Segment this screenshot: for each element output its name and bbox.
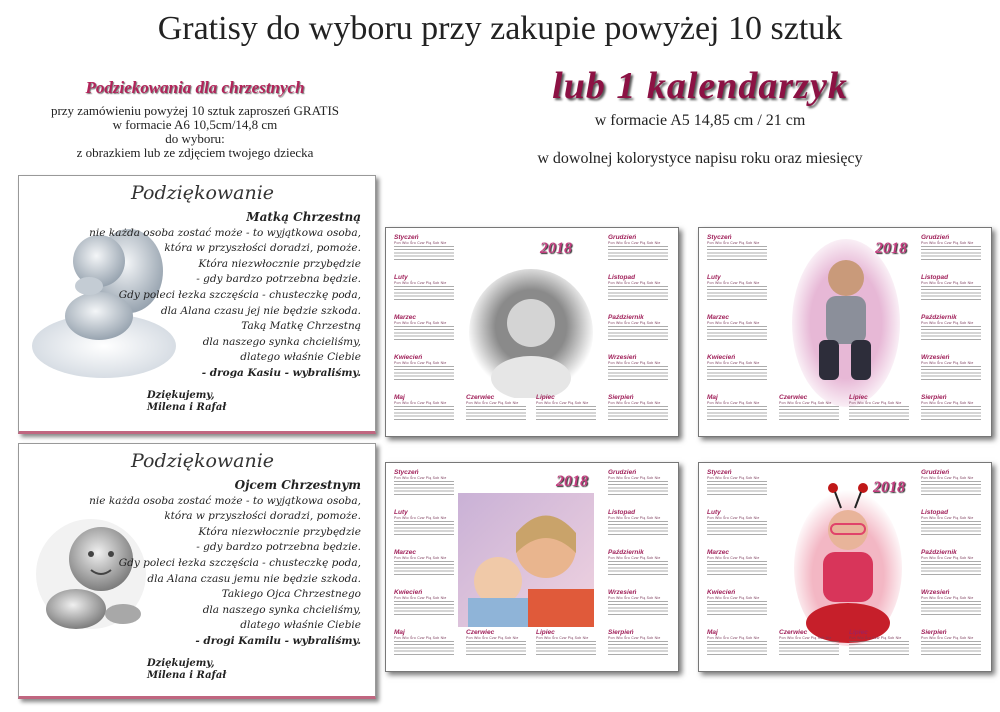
month-name: Marzec (707, 314, 730, 321)
color-note: w dowolnej kolorystyce napisu roku oraz miesięcy (537, 150, 863, 167)
intro-title: Podziekowania dla chrzestnych (85, 78, 305, 97)
day-grid (921, 561, 981, 577)
calendar-month (608, 234, 668, 262)
day-grid (394, 366, 454, 382)
calendar-month (707, 509, 767, 537)
day-grid (921, 286, 981, 302)
signature-line: Dziękujemy, (147, 658, 215, 669)
calendar-month (536, 394, 596, 422)
day-grid (394, 521, 454, 537)
month-name: Listopad (921, 274, 949, 281)
weekday-header: Pon Wto Śro Czw Pią Sob Nie (394, 596, 447, 600)
calendar-month (921, 589, 981, 617)
calendar-month (608, 394, 668, 422)
month-name: Marzec (394, 549, 417, 556)
calendar-month (394, 469, 454, 497)
weekday-header: Pon Wto Śro Czw Pią Sob Nie (921, 636, 974, 640)
intro-line: w formacie A6 10,5cm/14,8 cm (112, 117, 278, 132)
poem (89, 478, 361, 650)
intro-line: do wyboru: (165, 131, 225, 146)
weekday-header: Pon Wto Śro Czw Pią Sob Nie (608, 596, 661, 600)
month-name: Czerwiec (779, 394, 808, 401)
calendar-month (921, 314, 981, 342)
month-name: Wrzesień (608, 589, 637, 596)
weekday-header: Pon Wto Śro Czw Pią Sob Nie (608, 556, 661, 560)
day-grid (849, 641, 909, 657)
day-grid (608, 286, 668, 302)
day-grid (608, 406, 668, 422)
weekday-header: Pon Wto Śro Czw Pią Sob Nie (921, 556, 974, 560)
weekday-header: Pon Wto Śro Czw Pią Sob Nie (466, 636, 519, 640)
day-grid (921, 246, 981, 262)
calendar-month (394, 314, 454, 342)
signature (147, 658, 226, 682)
poem-line: Gdy poleci łezka szczęścia - chusteczkę poda, (118, 556, 361, 569)
day-grid (779, 406, 839, 422)
month-name: Maj (394, 629, 405, 636)
weekday-header: Pon Wto Śro Czw Pią Sob Nie (779, 401, 832, 405)
month-name: Grudzień (921, 234, 950, 241)
day-grid (608, 521, 668, 537)
day-grid (779, 641, 839, 657)
weekday-header: Pon Wto Śro Czw Pią Sob Nie (394, 241, 447, 245)
day-grid (608, 601, 668, 617)
calendar-month (608, 509, 668, 537)
calendar-month (779, 629, 839, 657)
day-grid (707, 326, 767, 342)
calendar-month (536, 629, 596, 657)
month-name: Lipiec (536, 629, 555, 636)
day-grid (394, 406, 454, 422)
day-grid (536, 641, 596, 657)
month-name: Czerwiec (466, 629, 495, 636)
month-name: Marzec (394, 314, 417, 321)
day-grid (608, 246, 668, 262)
poem-line: - gdy bardzo potrzebna będzie. (196, 273, 361, 286)
day-grid (921, 366, 981, 382)
calendar-month (779, 394, 839, 422)
day-grid (608, 561, 668, 577)
month-name: Lipiec (536, 394, 555, 401)
calendar-month (394, 274, 454, 302)
calendar-sample-grandma (385, 227, 679, 437)
calendar-month (707, 549, 767, 577)
intro-line: z obrazkiem lub ze zdjęciem twojego dziecka (76, 145, 314, 160)
calendar-month (394, 509, 454, 537)
day-grid (394, 561, 454, 577)
calendar-month (921, 354, 981, 382)
weekday-header: Pon Wto Śro Czw Pią Sob Nie (707, 516, 760, 520)
girl-photo (791, 238, 901, 408)
calendar-year: 2018 (540, 240, 572, 257)
month-name: Maj (394, 394, 405, 401)
weekday-header: Pon Wto Śro Czw Pią Sob Nie (394, 476, 447, 480)
calendar-month (394, 629, 454, 657)
calendar-month (921, 274, 981, 302)
month-name: Październik (921, 314, 957, 321)
day-grid (921, 406, 981, 422)
day-grid (921, 641, 981, 657)
month-name: Październik (608, 314, 644, 321)
calendar-month (707, 469, 767, 497)
day-grid (707, 601, 767, 617)
weekday-header: Pon Wto Śro Czw Pią Sob Nie (466, 401, 519, 405)
weekday-header: Pon Wto Śro Czw Pią Sob Nie (921, 241, 974, 245)
poem-line: która w przyszłości doradzi, pomoże. (164, 510, 361, 523)
poem-line: dlatego właśnie Ciebie (240, 619, 361, 632)
calendar-month (466, 629, 526, 657)
month-name: Luty (394, 509, 408, 516)
day-grid (707, 366, 767, 382)
month-name: Styczeń (707, 469, 732, 476)
poem-line: - droga Kasiu - wybraliśmy. (201, 366, 361, 379)
calendar-month (707, 314, 767, 342)
day-grid (394, 246, 454, 262)
month-name: Listopad (608, 509, 636, 516)
month-name: Sierpień (608, 629, 634, 636)
calendar-sample-siblings (385, 462, 679, 672)
signature-line: Dziękujemy, (147, 390, 215, 401)
month-name: Lipiec (849, 629, 868, 636)
weekday-header: Pon Wto Śro Czw Pią Sob Nie (608, 241, 661, 245)
weekday-header: Pon Wto Śro Czw Pią Sob Nie (608, 516, 661, 520)
calendar-month (394, 394, 454, 422)
calendar-month (707, 274, 767, 302)
month-name: Kwiecień (394, 354, 423, 361)
weekday-header: Pon Wto Śro Czw Pią Sob Nie (536, 636, 589, 640)
weekday-header: Pon Wto Śro Czw Pią Sob Nie (779, 636, 832, 640)
calendar-month (608, 549, 668, 577)
calendar-year: 2018 (875, 240, 907, 257)
day-grid (466, 406, 526, 422)
calendar-month (608, 629, 668, 657)
month-name: Lipiec (849, 394, 868, 401)
calendar-month (921, 629, 981, 657)
calendar-month (921, 234, 981, 262)
weekday-header: Pon Wto Śro Czw Pią Sob Nie (707, 361, 760, 365)
day-grid (608, 326, 668, 342)
poem-line: - gdy bardzo potrzebna będzie. (196, 541, 361, 554)
calendar-month (921, 394, 981, 422)
poem-line: Takiego Ojca Chrzestnego (221, 588, 361, 601)
day-grid (394, 641, 454, 657)
siblings-photo (458, 493, 594, 627)
weekday-header: Pon Wto Śro Czw Pią Sob Nie (608, 361, 661, 365)
day-grid (921, 481, 981, 497)
day-grid (394, 326, 454, 342)
month-name: Grudzień (608, 469, 637, 476)
poem (89, 210, 361, 382)
offer-title: lub 1 kalendarzyk (552, 65, 848, 107)
weekday-header: Pon Wto Śro Czw Pią Sob Nie (608, 636, 661, 640)
calendar-month (707, 394, 767, 422)
calendar-month (707, 234, 767, 262)
month-name: Kwiecień (394, 589, 423, 596)
month-name: Maj (707, 629, 718, 636)
calendar-month (394, 549, 454, 577)
day-grid (608, 641, 668, 657)
weekday-header: Pon Wto Śro Czw Pią Sob Nie (707, 281, 760, 285)
weekday-header: Pon Wto Śro Czw Pią Sob Nie (707, 556, 760, 560)
weekday-header: Pon Wto Śro Czw Pią Sob Nie (608, 401, 661, 405)
calendar-month (707, 354, 767, 382)
calendar-sample-girl (698, 227, 992, 437)
day-grid (921, 326, 981, 342)
poem-line: Taką Matkę Chrzestną (241, 320, 361, 333)
day-grid (707, 521, 767, 537)
weekday-header: Pon Wto Śro Czw Pią Sob Nie (849, 401, 902, 405)
weekday-header: Pon Wto Śro Czw Pią Sob Nie (608, 321, 661, 325)
month-name: Styczeń (394, 234, 419, 241)
poem-line: nie każda osoba zostać może - to wyjątkowa osoba, (89, 494, 361, 507)
weekday-header: Pon Wto Śro Czw Pią Sob Nie (849, 636, 902, 640)
weekday-header: Pon Wto Śro Czw Pią Sob Nie (921, 516, 974, 520)
card-title: Podziękowanie (131, 182, 275, 204)
calendar-month (849, 629, 909, 657)
weekday-header: Pon Wto Śro Czw Pią Sob Nie (707, 321, 760, 325)
month-name: Maj (707, 394, 718, 401)
weekday-header: Pon Wto Śro Czw Pią Sob Nie (707, 596, 760, 600)
poem-line: dla Alana czasu jej nie będzie szkoda. (160, 304, 361, 317)
calendar-month (608, 589, 668, 617)
calendar-month (608, 469, 668, 497)
poem-line: nie każda osoba zostać może - to wyjątkowa osoba, (89, 226, 361, 239)
signature-line: Milena i Rafał (147, 402, 227, 413)
poem-line: dla Alana czasu jemu nie będzie szkoda. (147, 572, 361, 585)
day-grid (394, 601, 454, 617)
calendar-sample-ladybug-girl (698, 462, 992, 672)
weekday-header: Pon Wto Śro Czw Pią Sob Nie (394, 321, 447, 325)
intro-line: przy zamówieniu powyżej 10 sztuk zaproszeń GRATIS (50, 103, 340, 118)
day-grid (849, 406, 909, 422)
format-note: w formacie A5 14,85 cm / 21 cm (594, 112, 806, 129)
month-name: Luty (707, 274, 721, 281)
poem-line: - drogi Kamilu - wybraliśmy. (195, 634, 361, 647)
weekday-header: Pon Wto Śro Czw Pią Sob Nie (394, 361, 447, 365)
day-grid (707, 286, 767, 302)
poem-line: Która niezwłocznie przybędzie (198, 525, 361, 538)
calendar-month (921, 549, 981, 577)
weekday-header: Pon Wto Śro Czw Pią Sob Nie (707, 401, 760, 405)
calendar-month (394, 234, 454, 262)
calendar-month (394, 589, 454, 617)
day-grid (707, 406, 767, 422)
month-name: Kwiecień (707, 589, 736, 596)
calendar-month (608, 354, 668, 382)
calendar-year: 2018 (556, 473, 588, 490)
calendar-month (921, 509, 981, 537)
month-name: Wrzesień (921, 354, 950, 361)
godparents-thanks-intro (20, 78, 370, 160)
poem-heading: Ojcem Chrzestnym (234, 478, 361, 492)
month-name: Sierpień (921, 394, 947, 401)
weekday-header: Pon Wto Śro Czw Pią Sob Nie (921, 476, 974, 480)
month-name: Czerwiec (466, 394, 495, 401)
month-name: Styczeń (394, 469, 419, 476)
poem-line: dla naszego synka chcieliśmy, (202, 335, 361, 348)
day-grid (394, 286, 454, 302)
weekday-header: Pon Wto Śro Czw Pią Sob Nie (608, 476, 661, 480)
month-name: Listopad (608, 274, 636, 281)
day-grid (707, 561, 767, 577)
grandma-photo (468, 268, 594, 398)
calendar-month (849, 394, 909, 422)
weekday-header: Pon Wto Śro Czw Pią Sob Nie (394, 281, 447, 285)
thanks-card-godmother (18, 175, 376, 434)
month-name: Kwiecień (707, 354, 736, 361)
weekday-header: Pon Wto Śro Czw Pią Sob Nie (921, 401, 974, 405)
day-grid (536, 406, 596, 422)
weekday-header: Pon Wto Śro Czw Pią Sob Nie (921, 596, 974, 600)
day-grid (608, 366, 668, 382)
weekday-header: Pon Wto Śro Czw Pią Sob Nie (921, 361, 974, 365)
weekday-header: Pon Wto Śro Czw Pią Sob Nie (394, 556, 447, 560)
poem-line: dlatego właśnie Ciebie (240, 351, 361, 364)
calendar-month (608, 274, 668, 302)
calendar-month (608, 314, 668, 342)
signature (147, 390, 226, 414)
calendar-year: 2018 (873, 479, 905, 496)
month-name: Październik (608, 549, 644, 556)
signature-line: Milena i Rafał (147, 670, 227, 681)
poem-line: Która niezwłocznie przybędzie (198, 257, 361, 270)
poem-line: która w przyszłości doradzi, pomoże. (164, 242, 361, 255)
card-title: Podziękowanie (131, 450, 275, 472)
weekday-header: Pon Wto Śro Czw Pią Sob Nie (608, 281, 661, 285)
month-name: Luty (707, 509, 721, 516)
month-name: Czerwiec (779, 629, 808, 636)
day-grid (394, 481, 454, 497)
calendar-month (394, 354, 454, 382)
day-grid (707, 481, 767, 497)
weekday-header: Pon Wto Śro Czw Pią Sob Nie (707, 636, 760, 640)
weekday-header: Pon Wto Śro Czw Pią Sob Nie (921, 281, 974, 285)
weekday-header: Pon Wto Śro Czw Pią Sob Nie (536, 401, 589, 405)
weekday-header: Pon Wto Śro Czw Pią Sob Nie (394, 636, 447, 640)
calendar-offer-intro (420, 64, 980, 168)
thanks-card-godfather (18, 443, 376, 699)
month-name: Wrzesień (608, 354, 637, 361)
month-name: Marzec (707, 549, 730, 556)
month-name: Luty (394, 274, 408, 281)
ladybug-girl-photo (793, 478, 903, 648)
month-name: Grudzień (921, 469, 950, 476)
month-name: Styczeń (707, 234, 732, 241)
weekday-header: Pon Wto Śro Czw Pią Sob Nie (707, 241, 760, 245)
weekday-header: Pon Wto Śro Czw Pią Sob Nie (921, 321, 974, 325)
page-headline: Gratisy do wyboru przy zakupie powyżej 10 sztuk (157, 10, 843, 47)
calendar-month (466, 394, 526, 422)
day-grid (921, 521, 981, 537)
poem-line: dla naszego synka chcieliśmy, (202, 603, 361, 616)
calendar-month (707, 629, 767, 657)
month-name: Sierpień (921, 629, 947, 636)
day-grid (608, 481, 668, 497)
calendar-month (707, 589, 767, 617)
poem-heading: Matką Chrzestną (246, 210, 361, 224)
day-grid (707, 641, 767, 657)
month-name: Październik (921, 549, 957, 556)
poem-line: Gdy poleci łezka szczęścia - chusteczkę poda, (118, 288, 361, 301)
day-grid (466, 641, 526, 657)
month-name: Listopad (921, 509, 949, 516)
day-grid (921, 601, 981, 617)
day-grid (707, 246, 767, 262)
month-name: Wrzesień (921, 589, 950, 596)
weekday-header: Pon Wto Śro Czw Pią Sob Nie (394, 516, 447, 520)
month-name: Grudzień (608, 234, 637, 241)
weekday-header: Pon Wto Śro Czw Pią Sob Nie (394, 401, 447, 405)
weekday-header: Pon Wto Śro Czw Pią Sob Nie (707, 476, 760, 480)
month-name: Sierpień (608, 394, 634, 401)
calendar-month (921, 469, 981, 497)
